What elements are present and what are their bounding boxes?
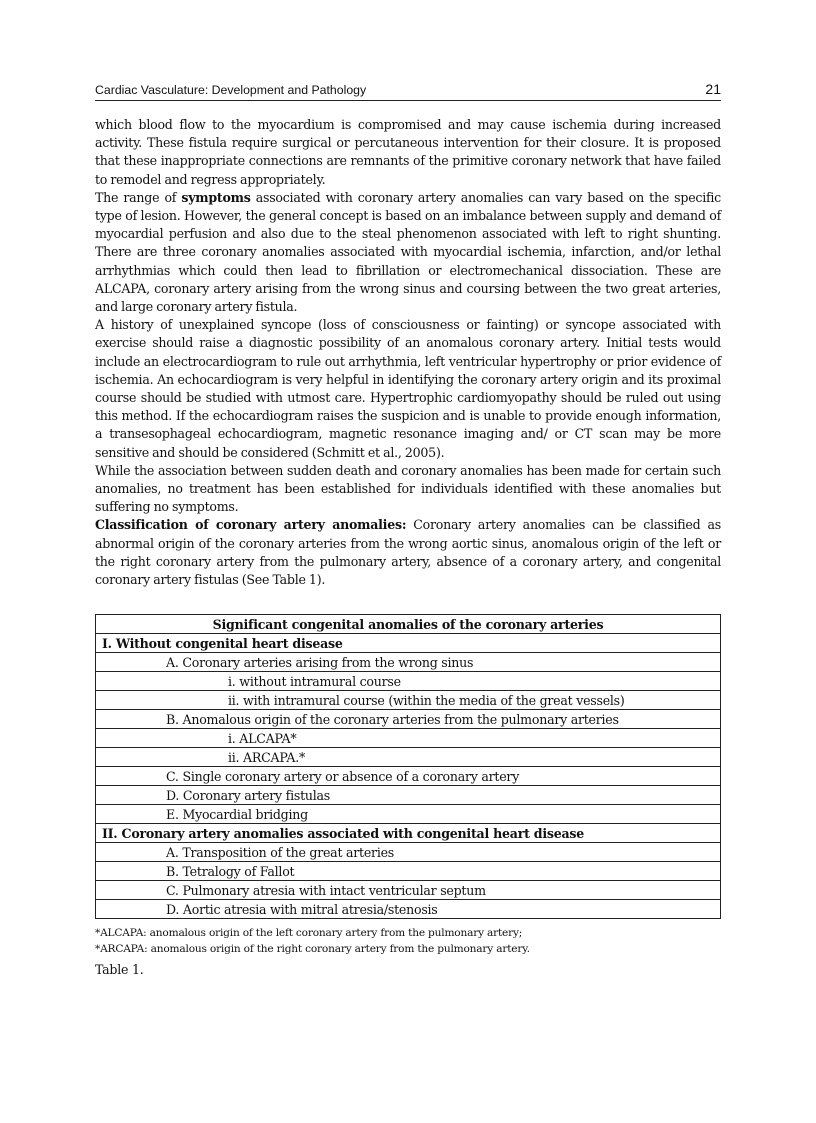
table-row — [96, 634, 721, 653]
paragraph-3: A history of unexplained syncope (loss of consciousness or fainting) or syncope associated with exercise should raise a diagnostic possibility of an anomalous coronary artery. Initial tests would include an electrocardiogram to rule out arrhythmia, left ventricular hypertrophy or prior evidence of ischemia. An echocardiogram is very helpful in identifying the coronary artery origin and its proximal course should be studied with utmost care. Hypertrophic cardiomyopathy should be ruled out using this method. If the echocardiogram raises the suspicion and is unable to provide enough information, a transesophageal echocardiogram, magnetic resonance imaging and/ or CT scan may be more sensitive and should be considered (Schmitt et al., 2005). — [95, 317, 721, 460]
table-cell: D. Coronary artery fistulas — [96, 786, 721, 805]
paragraph-2-keyword: symptoms — [181, 189, 251, 205]
footnote-arcapa: *ARCAPA: anomalous origin of the right coronary artery from the pulmonary artery. — [95, 943, 530, 955]
table-cell: C. Single coronary artery or absence of a coronary artery — [96, 767, 721, 786]
footnote-alcapa: *ALCAPA: anomalous origin of the left coronary artery from the pulmonary artery; — [95, 927, 523, 939]
table-row — [96, 786, 721, 805]
table-cell: ii. with intramural course (within the media of the great vessels) — [96, 691, 721, 710]
table-cell: i. without intramural course — [96, 672, 721, 691]
body-text — [95, 116, 721, 589]
table-row — [96, 691, 721, 710]
table-header-row — [96, 615, 721, 634]
paragraph-5 — [95, 516, 721, 589]
table-row — [96, 900, 721, 919]
table-cell: B. Anomalous origin of the coronary arteries from the pulmonary arteries — [96, 710, 721, 729]
table-footnotes — [95, 925, 721, 957]
table-cell: ii. ARCAPA.* — [96, 748, 721, 767]
table-cell: E. Myocardial bridging — [96, 805, 721, 824]
table-group-heading: I. Without congenital heart disease — [96, 634, 721, 653]
table-row — [96, 672, 721, 691]
table-cell: A. Coronary arteries arising from the wrong sinus — [96, 653, 721, 672]
table-cell: D. Aortic atresia with mitral atresia/stenosis — [96, 900, 721, 919]
table-row — [96, 653, 721, 672]
table-row — [96, 843, 721, 862]
paragraph-1: which blood flow to the myocardium is compromised and may cause ischemia during increased activity. These fistula require surgical or percutaneous intervention for their closure. It is proposed that these inappropriate connections are remnants of the primitive coronary network that have failed to remodel and regress appropriately. — [95, 117, 721, 187]
table-caption: Table 1. — [95, 962, 144, 977]
table-row — [96, 729, 721, 748]
table-cell: B. Tetralogy of Fallot — [96, 862, 721, 881]
table-row — [96, 805, 721, 824]
paragraph-4: While the association between sudden death and coronary anomalies has been made for certain such anomalies, no treatment has been established for individuals identified with these anomalies but suffering no symptoms. — [95, 462, 721, 515]
running-title: Cardiac Vasculature: Development and Pathology — [95, 83, 367, 97]
table-cell: i. ALCAPA* — [96, 729, 721, 748]
table-row — [96, 748, 721, 767]
table-cell: C. Pulmonary atresia with intact ventricular septum — [96, 881, 721, 900]
table-group-heading: II. Coronary artery anomalies associated with congenital heart disease — [96, 824, 721, 843]
paragraph-2 — [95, 189, 721, 316]
anomalies-table — [95, 614, 721, 919]
paragraph-2-lead: The range of — [95, 189, 182, 205]
table-row — [96, 824, 721, 843]
table-cell: A. Transposition of the great arteries — [96, 843, 721, 862]
table-title: Significant congenital anomalies of the coronary arteries — [96, 615, 721, 634]
table-row — [96, 862, 721, 881]
page-number: 21 — [705, 81, 721, 97]
paragraph-5-heading: Classification of coronary artery anomalies: — [95, 517, 407, 533]
paragraph-5-rest: Coronary artery anomalies can be classified as abnormal origin of the coronary arteries from the wrong aortic sinus, anomalous origin of the left or the right coronary artery from the pulmonary artery, absence of a coronary artery, and congenital coronary artery fistulas (See Table 1). — [95, 517, 721, 588]
table-row — [96, 881, 721, 900]
table-row — [96, 710, 721, 729]
table-row — [96, 767, 721, 786]
paragraph-2-rest: associated with coronary artery anomalies can vary based on the specific type of lesion. However, the general concept is based on an imbalance between supply and demand of myocardial perfusion and also due to the steal phenomenon associated with left to right shunting. There are three coronary anomalies associated with myocardial ischemia, infarction, and/or lethal arrhythmias which could then lead to fibrillation or electromechanical dissociation. These are ALCAPA, coronary artery arising from the wrong sinus and coursing between the two great arteries, and large coronary artery fistula. — [95, 189, 721, 315]
page-header — [95, 78, 721, 101]
